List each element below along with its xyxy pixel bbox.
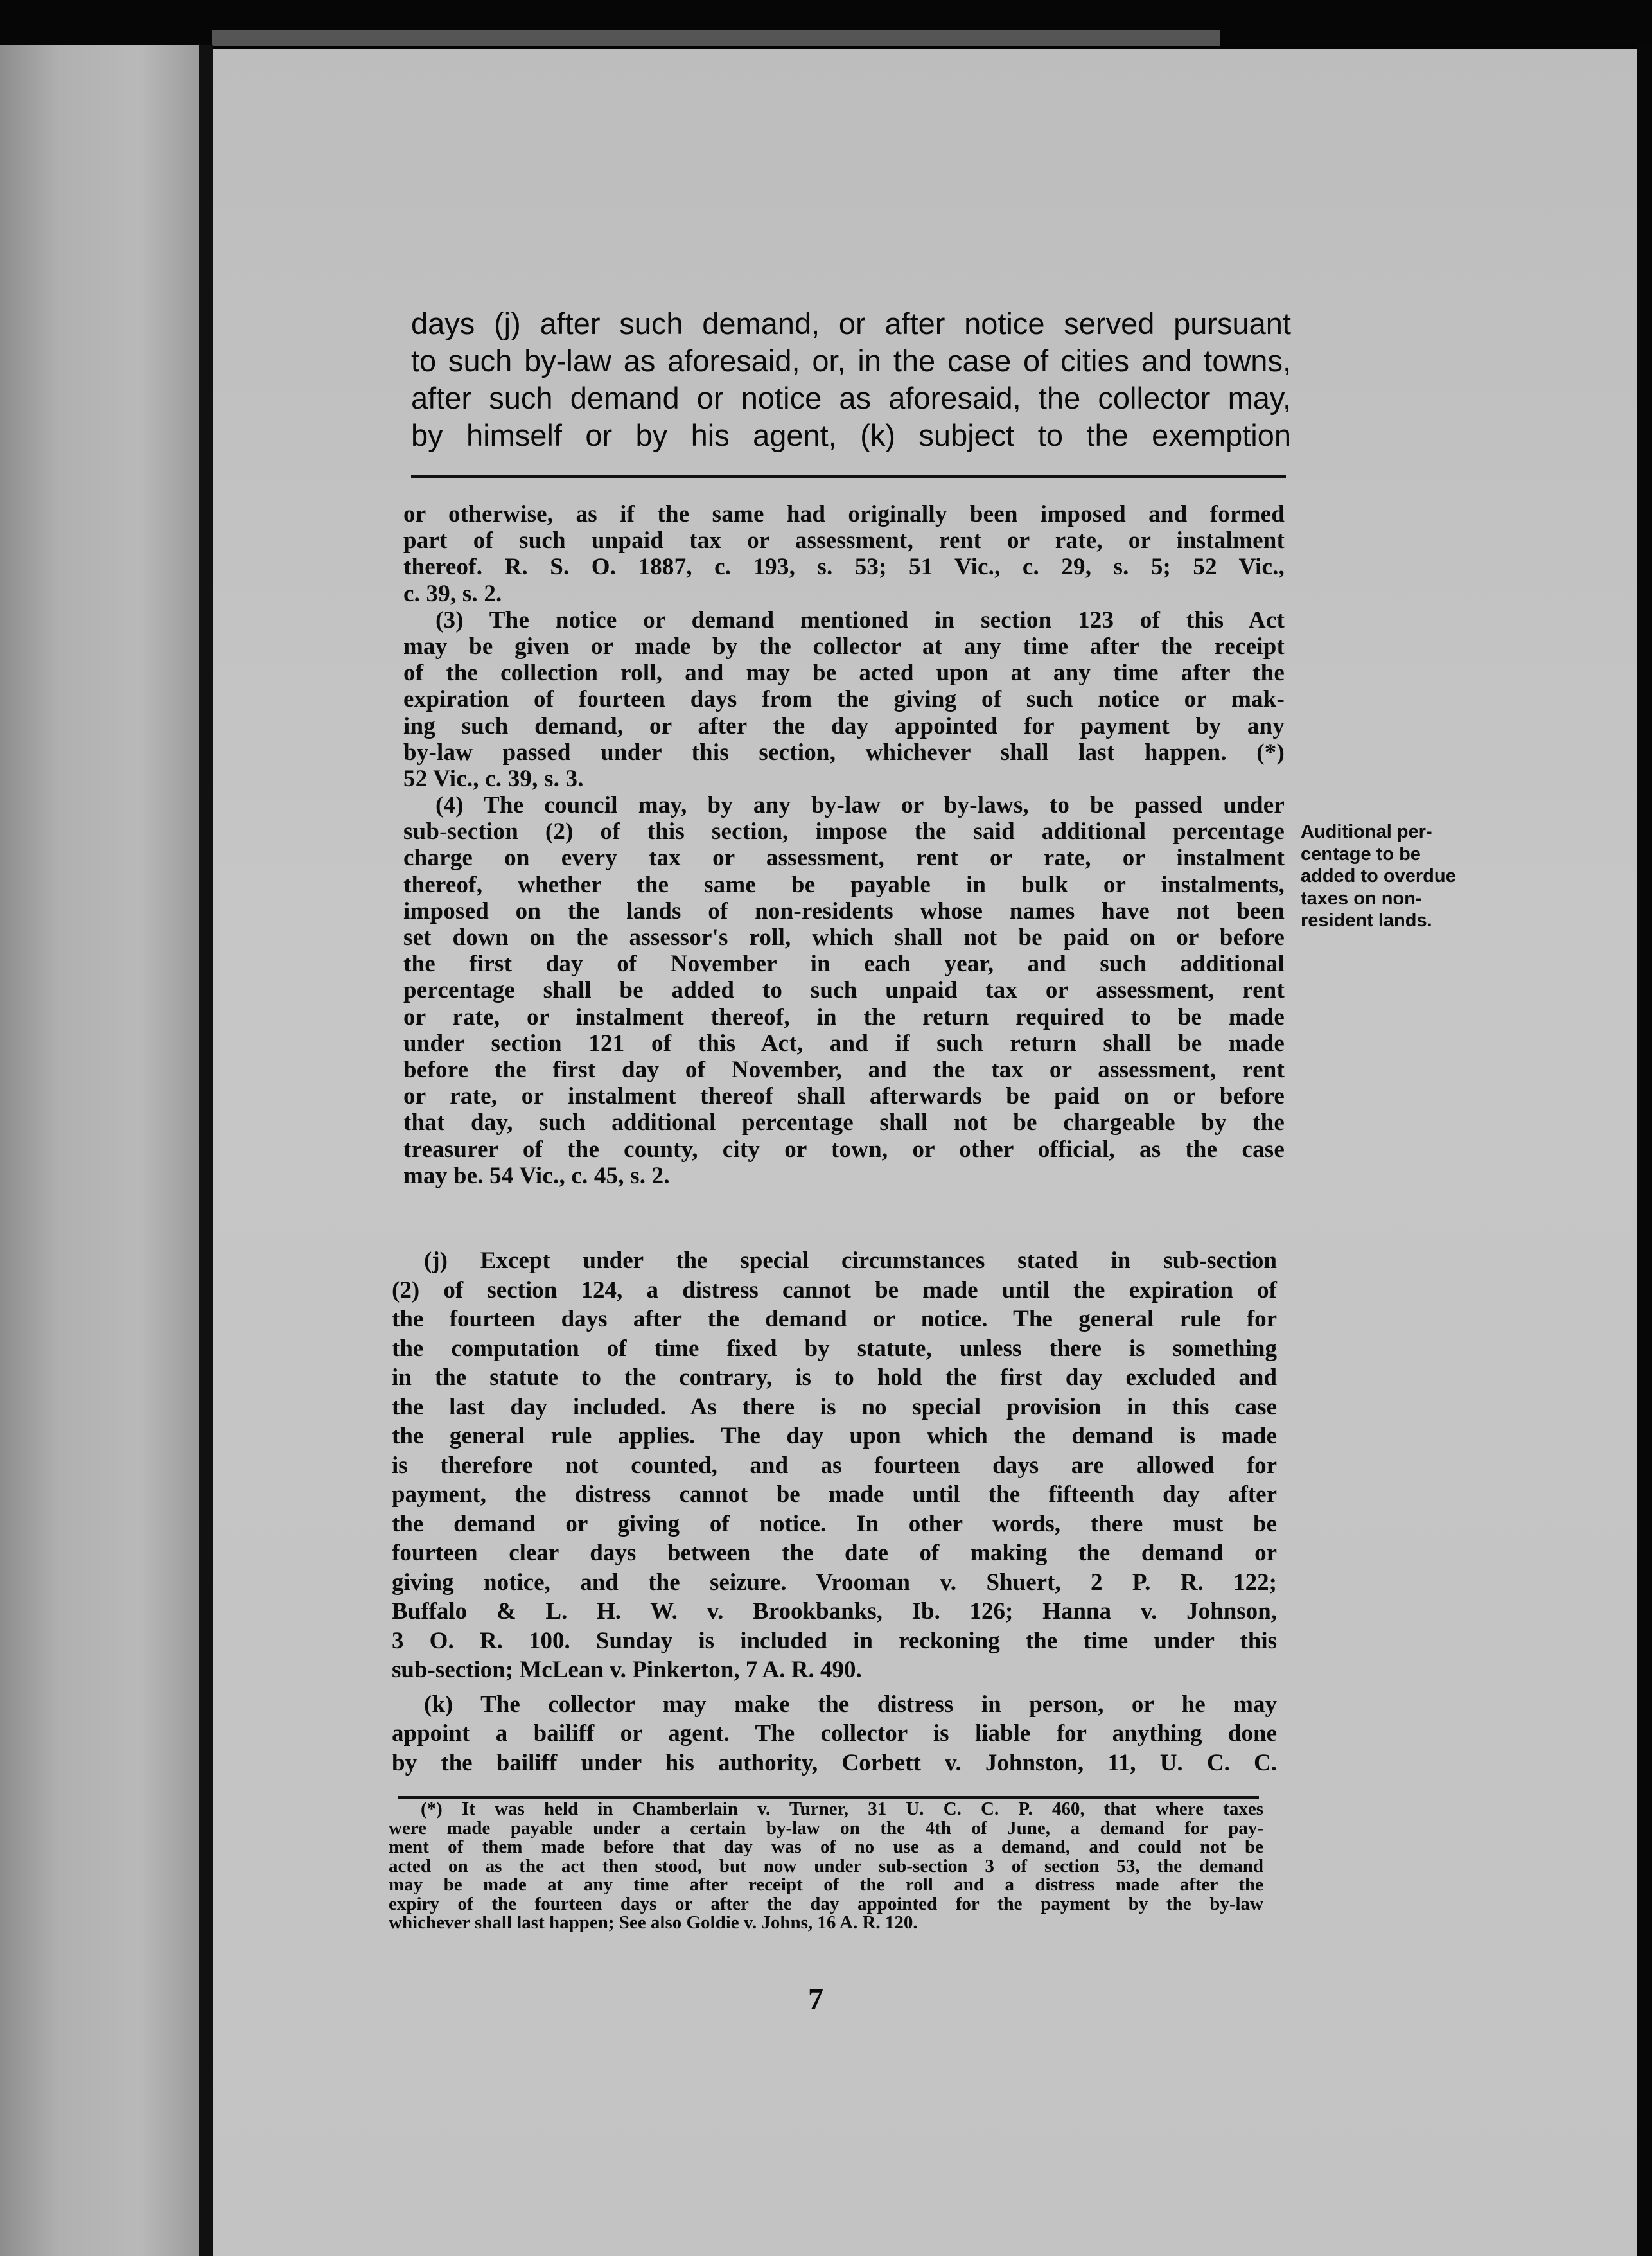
body-line: part of such unpaid tax or assessment, rent or rate, or instalment [403,527,1285,554]
body-line: treasurer of the county, city or town, or other official, as the case [403,1136,1285,1163]
body-line: c. 39, s. 2. [403,580,502,607]
footnote-line: (*) It was held in Chamberlain v. Turner, 31 U. C. C. P. 460, that where taxes [421,1799,1263,1819]
margin-note-line: taxes on non- [1301,888,1422,909]
body-line: set down on the assessor's roll, which shall not be paid on or before [403,924,1285,951]
note-line: payment, the distress cannot be made until the fifteenth day after [392,1481,1277,1508]
note-line: in the statute to the contrary, is to hold the first day excluded and [392,1364,1277,1391]
footnote-line: may be made at any time after receipt of the roll and a distress made after the [389,1874,1263,1895]
note-line: Buffalo & L. H. W. v. Brookbanks, Ib. 126; Hanna v. Johnson, [392,1598,1277,1625]
body-line: 52 Vic., c. 39, s. 3. [403,765,584,792]
note-line: (2) of section 124, a distress cannot be made until the expiration of [392,1276,1277,1303]
body-line: before the first day of November, and the tax or assessment, rent [403,1056,1285,1083]
margin-note [1301,821,1493,932]
body-line: ing such demand, or after the day appointed for payment by any [403,712,1285,739]
statute-body-text [403,501,1285,1189]
note-line: fourteen clear days between the date of making the demand or [392,1540,1277,1566]
note-k-line: (k) The collector may make the distress in person, or he may [424,1691,1277,1718]
header-line: days (j) after such demand, or after notice served pursuant [411,306,1291,340]
header-line: by himself or by his agent, (k) subject to the exemption [411,418,1291,452]
body-line: expiration of fourteen days from the giving of such notice or mak- [403,686,1285,713]
body-line: that day, such additional percentage shall not be chargeable by the [403,1109,1285,1136]
note-line: the fourteen days after the demand or notice. The general rule for [392,1306,1277,1332]
scan-top-shadow [212,30,1220,46]
note-line: the demand or giving of notice. In other words, there must be [392,1510,1277,1537]
margin-note-line: added to overdue [1301,866,1456,886]
footnote [389,1800,1263,1933]
body-line: under section 121 of this Act, and if such return shall be made [403,1030,1285,1057]
margin-note-line: Auditional per- [1301,822,1432,842]
body-line: or otherwise, as if the same had originally been imposed and formed [403,501,1285,527]
subsection-4-line: (4) The council may, by any by-law or by-laws, to be passed under [435,792,1285,819]
note-j-line: (j) Except under the special circumstances stated in sub-section [424,1247,1277,1274]
body-line: by-law passed under this section, whichever shall last happen. (*) [403,739,1285,766]
header-line: to such by-law as aforesaid, or, in the case of cities and towns, [411,344,1291,378]
body-line: may be given or made by the collector at any time after the receipt [403,633,1285,660]
body-line: thereof, whether the same be payable in bulk or instalments, [403,871,1285,898]
note-line: the last day included. As there is no special provision in this case [392,1393,1277,1420]
footnote-line: acted on as the act then stood, but now under sub-section 3 of section 53, the demand [389,1855,1263,1876]
statute-header-text [411,305,1291,454]
body-line: or rate, or instalment thereof, in the return required to be made [403,1003,1285,1030]
subsection-3-line: (3) The notice or demand mentioned in section 123 of this Act [435,606,1285,633]
note-line: appoint a bailiff or agent. The collector is liable for anything done [392,1720,1277,1747]
body-line: the first day of November in each year, and such additional [403,951,1285,978]
note-line: giving notice, and the seizure. Vrooman v. Shuert, 2 P. R. 122; [392,1569,1277,1596]
margin-note-line: centage to be [1301,843,1421,865]
footnote-line: were made payable under a certain by-law on the 4th of June, a demand for pay- [389,1817,1263,1838]
body-line: thereof. R. S. O. 1887, c. 193, s. 53; 51 Vic., c. 29, s. 5; 52 Vic., [403,554,1285,581]
header-line: after such demand or notice as aforesaid, the collector may, [411,381,1291,415]
note-line: is therefore not counted, and as fourteen days are allowed for [392,1452,1277,1479]
gutter-shadow [199,45,213,2256]
body-line: charge on every tax or assessment, rent or rate, or instalment [403,845,1285,872]
body-line: may be. 54 Vic., c. 45, s. 2. [403,1162,670,1189]
body-line: percentage shall be added to such unpaid tax or assessment, rent [403,977,1285,1004]
margin-note-line: resident lands. [1301,910,1432,931]
facing-page-edge [0,45,199,2256]
note-line: by the bailiff under his authority, Corbett v. Johnston, 11, U. C. C. [392,1749,1277,1776]
note-line: the computation of time fixed by statute, unless there is something [392,1335,1277,1362]
body-line: of the collection roll, and may be acted upon at any time after the [403,660,1285,687]
footnote-line: expiry of the fourteen days or after the day appointed for the payment by the by-law [389,1893,1263,1914]
body-line: or rate, or instalment thereof shall afterwards be paid on or before [403,1083,1285,1110]
page-number: 7 [808,1982,823,2016]
scan-right-border [1637,45,1652,2256]
annotation-notes [392,1246,1277,1777]
body-line: imposed on the lands of non-residents whose names have not been [403,897,1285,924]
footnote-line: ment of them made before that day was of no use as a demand, and could not be [389,1837,1263,1857]
note-line: the general rule applies. The day upon which the demand is made [392,1423,1277,1449]
note-line: 3 O. R. 100. Sunday is included in reckoning the time under this [392,1627,1277,1654]
note-line: sub-section; McLean v. Pinkerton, 7 A. R. 490. [392,1657,862,1683]
footnote-line: whichever shall last happen; See also Goldie v. Johns, 16 A. R. 120. [389,1912,918,1933]
header-rule [411,475,1286,478]
body-line: sub-section (2) of this section, impose the said additional percentage [403,818,1285,845]
